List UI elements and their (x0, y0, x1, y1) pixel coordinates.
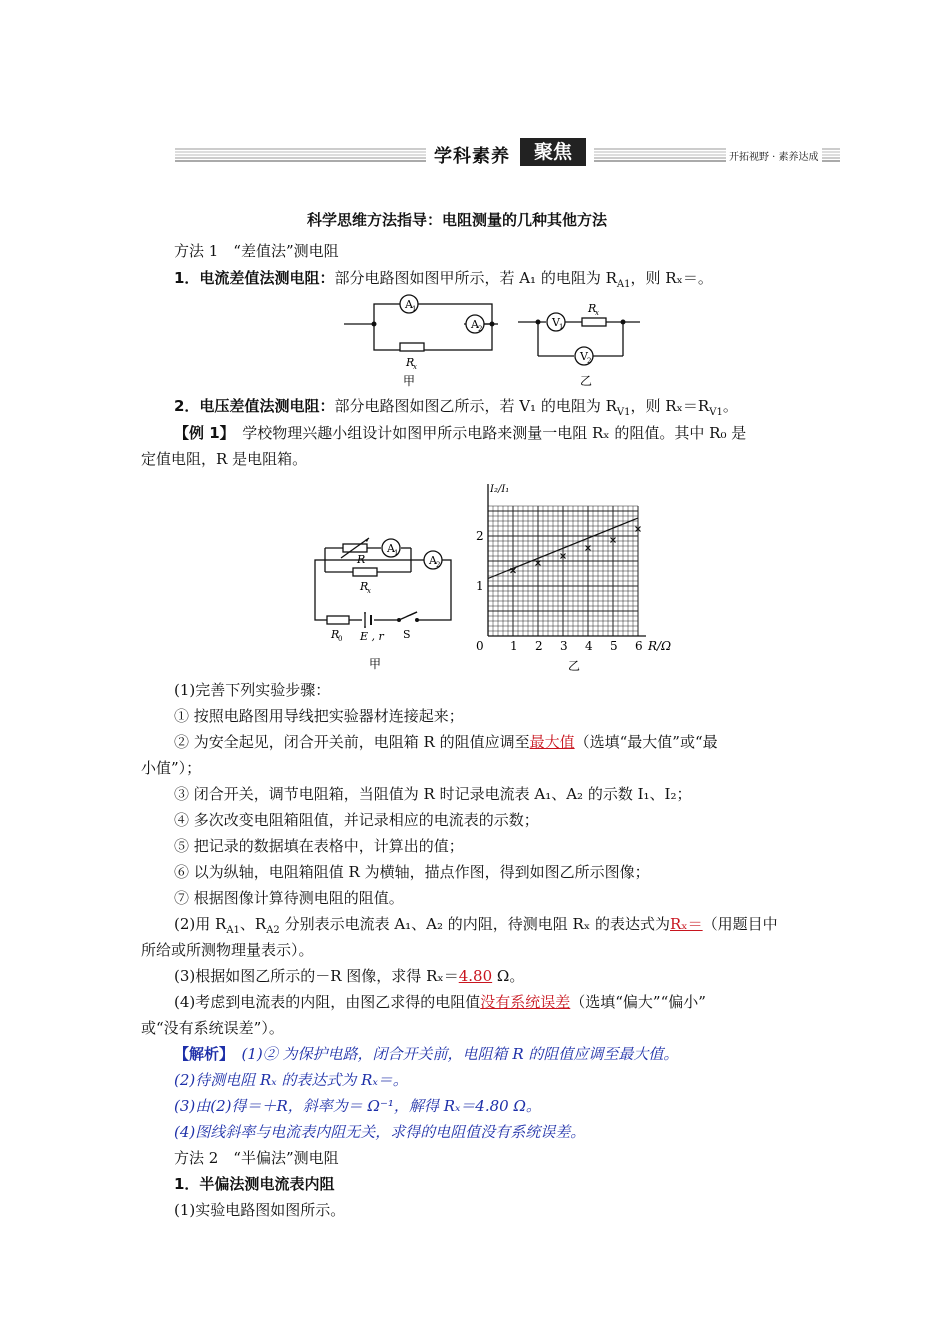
figure-circuit-difference (340, 290, 650, 390)
figure-graph (460, 478, 672, 678)
fig2-er-label: E , r (360, 630, 384, 643)
question-3-text: (3)根据如图乙所示的－R 图像，求得 Rₓ＝ (174, 967, 459, 985)
fig1-v2-sub: 2 (587, 357, 592, 365)
x-tick-label: 0 (476, 639, 484, 653)
question-3 (174, 966, 524, 986)
fig1-caption-left: 甲 (403, 374, 416, 388)
graph-marks (488, 518, 641, 579)
analysis-text1: (1)② 为保护电路，闭合开关前，电阻箱 R 的阻值应调至最大值。 (241, 1045, 679, 1063)
question-2-sub2: A2 (266, 925, 280, 936)
question-2-sub1: A1 (226, 925, 240, 936)
fig1-v1-sub: 1 (559, 323, 564, 331)
question-2-text: (2)用 R (174, 915, 227, 933)
method1-item1-sub: A1 (616, 279, 631, 290)
example-tag: 【例 1】 (174, 424, 228, 442)
question-3-answer: 4.80 (458, 967, 493, 985)
step-2-answer: 最大值 (529, 733, 575, 751)
method1-title: 方法 1 “差值法”测电阻 (174, 242, 339, 260)
x-axis-label: R/Ω (648, 639, 672, 653)
y-tick-label: 1 (476, 579, 484, 593)
question-2-cont: 所给或所测物理量表示）。 (141, 941, 314, 959)
example-line1 (174, 423, 746, 443)
method1-item1-text: 部分电路图如图甲所示，若 A₁ 的电阻为 R (334, 269, 617, 287)
figure-circuit-example (305, 530, 455, 676)
method2-title: 方法 2 “半偏法”测电阻 (174, 1149, 339, 1167)
step-1: ① 按照电路图用导线把实验器材连接起来； (174, 707, 464, 725)
question-4-text: (4)考虑到电流表的内阻，由图乙求得的电阻值 (174, 993, 481, 1011)
fig2-a1-sub: 1 (394, 549, 399, 557)
fig2-rx-label: R (360, 580, 369, 593)
method1-item2-sub: V1 (616, 407, 631, 418)
fig2-caption: 甲 (369, 657, 382, 671)
fig2-a1-label: A (387, 542, 395, 555)
header-title-highlight: 聚焦 (520, 138, 586, 166)
y-tick-label: 2 (476, 529, 484, 543)
method1-item1-tail: ，则 Rₓ＝。 (630, 269, 713, 287)
fig1-v2-label: V (580, 350, 588, 363)
question-2 (174, 914, 778, 941)
x-tick-label: 6 (635, 639, 643, 653)
method2-item1-sub: (1)实验电路图如图所示。 (174, 1201, 346, 1219)
graph-caption: 乙 (568, 659, 581, 673)
analysis-tag: 【解析】 (174, 1045, 227, 1063)
step-4: ④ 多次改变电阻箱阻值，并记录相应的电流表的示数； (174, 811, 539, 829)
question-2-mid: 、R (239, 915, 267, 933)
fig2-a2-sub: 2 (436, 561, 441, 569)
method1-item1-lead: 1．电流差值法测电阻： (174, 269, 335, 287)
fig2-r-label: R (357, 553, 366, 566)
example-text1: 学校物理兴趣小组设计如图甲所示电路来测量一电阻 Rₓ 的阻值。其中 R₀ 是 (242, 424, 747, 442)
fig1-v1-label: V (552, 316, 560, 329)
fig1-a1-label: A (405, 298, 413, 311)
step-2-options: （选填“最大值”或“最 (574, 733, 718, 751)
fig1-caption-right: 乙 (580, 374, 593, 388)
graph-axes (476, 484, 671, 673)
step-intro: (1)完善下列实验步骤： (174, 681, 331, 699)
method1-item2-tail: ，则 Rₓ＝R (630, 397, 710, 415)
fig1-a1-sub: 1 (412, 305, 417, 313)
fig2-r0-label: R (331, 628, 340, 641)
step-5: ⑤ 把记录的数据填在表格中，计算出的值； (174, 837, 464, 855)
graph-grid (488, 506, 638, 636)
step-7: ⑦ 根据图像计算待测电阻的阻值。 (174, 889, 404, 907)
example-text2: 定值电阻，R 是电阻箱。 (141, 450, 308, 468)
question-3-unit: Ω。 (492, 967, 525, 985)
x-tick-label: 4 (585, 639, 593, 653)
x-tick-label: 3 (560, 639, 568, 653)
step-6: ⑥ 以为纵轴，电阻箱阻值 R 为横轴，描点作图，得到如图乙所示图像； (174, 863, 650, 881)
analysis-line4: (4)图线斜率与电流表内阻无关，求得的电阻值没有系统误差。 (174, 1123, 586, 1141)
fig2-s-label: S (403, 628, 411, 641)
x-tick-label: 5 (610, 639, 618, 653)
method1-item2 (174, 396, 738, 423)
method1-item2-sub2: V1 (709, 407, 723, 418)
analysis-line2: (2)待测电阻 Rₓ 的表达式为 Rₓ＝。 (174, 1071, 408, 1089)
header-title-box (426, 138, 594, 168)
x-tick-label: 2 (535, 639, 543, 653)
method2-item1: 1．半偏法测电流表内阻 (174, 1175, 335, 1193)
step-3: ③ 闭合开关，调节电阻箱，当阻值为 R 时记录电流表 A₁、A₂ 的示数 I₁、I₂； (174, 785, 692, 803)
step-2-cont: 小值”）； (141, 759, 202, 777)
analysis-line1 (174, 1044, 678, 1064)
x-tick-label: 1 (510, 639, 518, 653)
fig2-rx-sub: x (367, 587, 371, 595)
fig2-r0-sub: 0 (338, 635, 343, 643)
fig2-a2-label: A (429, 554, 437, 567)
fig1-a2-sub: 2 (478, 325, 483, 333)
fig1-rx2-label: R (588, 302, 597, 315)
method1-item2-end: 。 (722, 397, 738, 415)
method1-item2-lead: 2．电压差值法测电阻： (174, 397, 335, 415)
question-2-answer: Rₓ＝ (669, 915, 703, 933)
fig1-a2-label: A (471, 318, 479, 331)
fig1-rx-sub: x (413, 363, 417, 371)
section-title: 科学思维方法指导：电阻测量的几种其他方法 (307, 211, 608, 229)
header-right-tag: 开拓视野 · 素养达成 (726, 148, 822, 163)
question-4-answer: 没有系统误差 (480, 993, 571, 1011)
step-2-text: ② 为安全起见，闭合开关前，电阻箱 R 的阻值应调至 (174, 733, 530, 751)
question-4 (174, 992, 706, 1012)
y-axis-label: I₂/I₁ (490, 484, 510, 495)
question-2-body: 分别表示电流表 A₁、A₂ 的内阻，待测电阻 Rₓ 的表达式为 (279, 915, 670, 933)
question-4-cont: 或“没有系统误差”）。 (141, 1019, 284, 1037)
question-4-options: （选填“偏大”“偏小” (570, 993, 706, 1011)
fig1-rx-label: R (406, 356, 415, 369)
step-2 (174, 732, 718, 752)
method1-item2-text: 部分电路图如图乙所示，若 V₁ 的电阻为 R (334, 397, 617, 415)
fig1-rx2-sub: x (595, 309, 599, 317)
analysis-line3: (3)由(2)得＝＋R，斜率为＝ Ω⁻¹，解得 Rₓ＝4.80 Ω。 (174, 1097, 541, 1115)
question-2-note: （用题目中 (702, 915, 778, 933)
header-title: 学科素养 (434, 146, 510, 167)
